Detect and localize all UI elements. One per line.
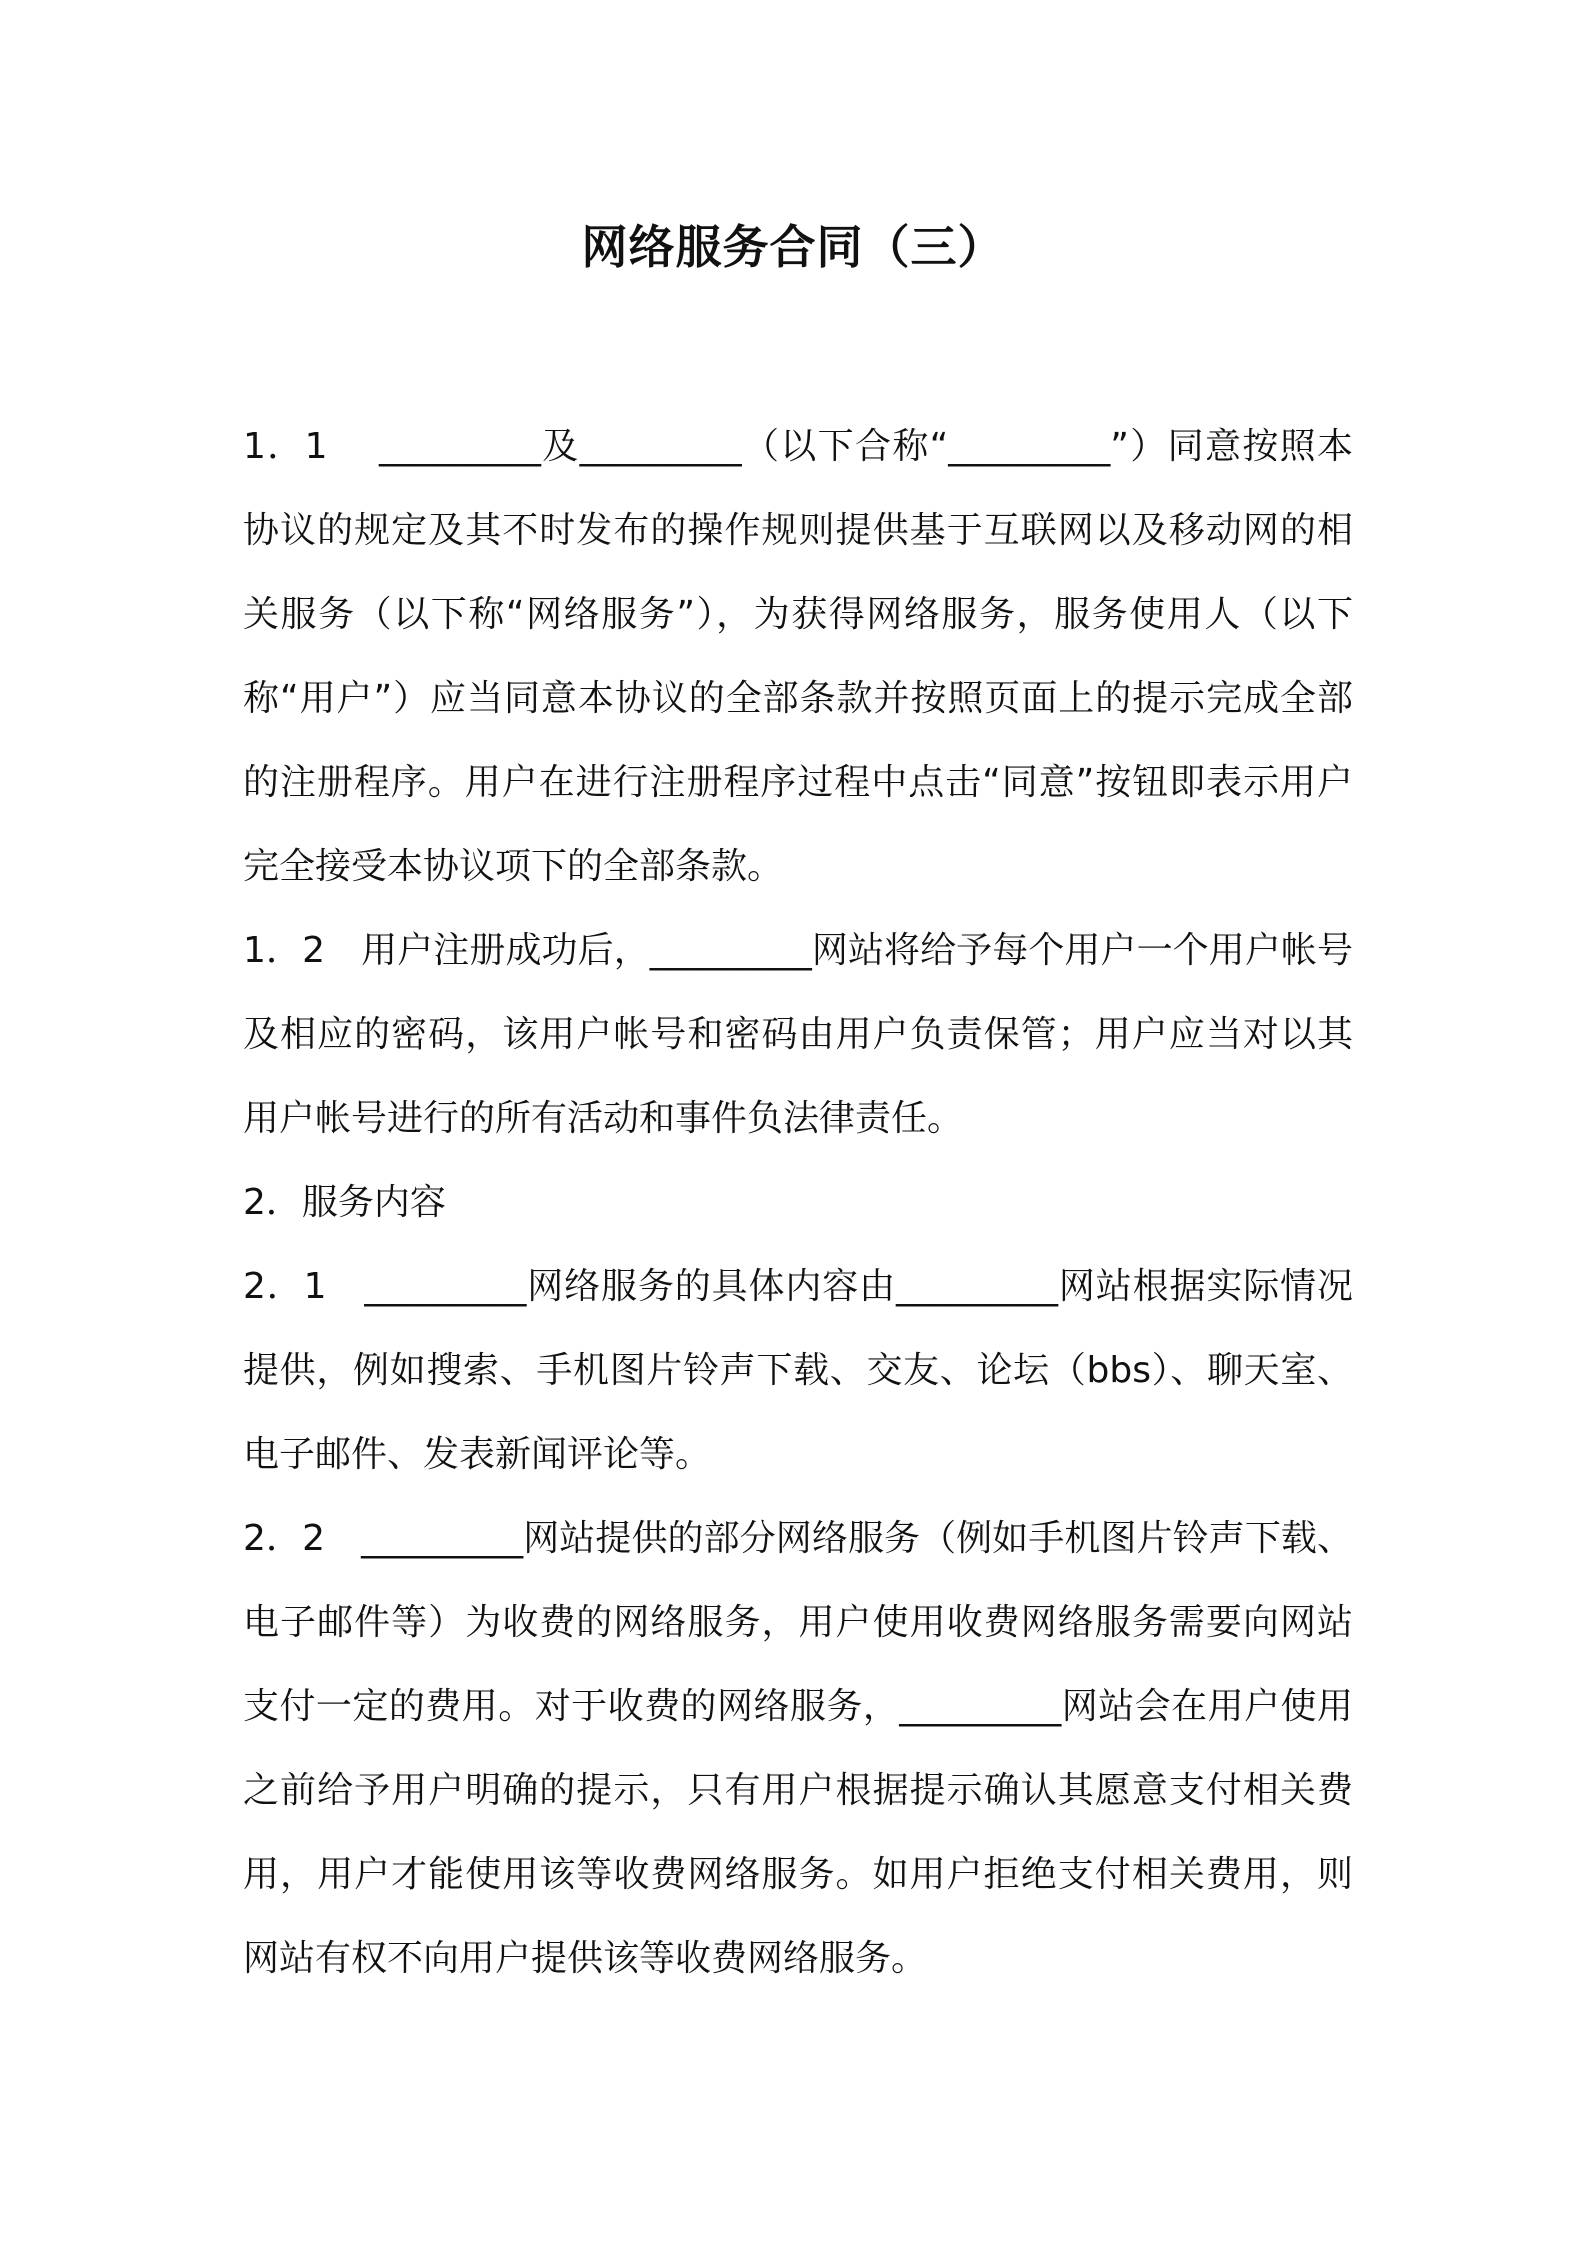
clause-1-1: 1．1 _________及_________（以下合称“_________”）同意按照本协议的规定及其不时发布的操作规则提供基于互联网以及移动网的相关服务（以下称“网络服务”），为获得网络服务，服务使用人（以下称“用户”）应当同意本协议的全部条款并按照页面上的提示完成全部的注册程序。用户在进行注册程序过程中点击“同意”按钮即表示用户完全接受本协议项下的全部条款。 bbox=[243, 426, 1353, 887]
clause-2-1: 2．1 _________网络服务的具体内容由_________网站根据实际情况提供，例如搜索、手机图片铃声下载、交友、论坛（bbs）、聊天室、电子邮件、发表新闻评论等。 bbox=[243, 1266, 1353, 1475]
document-body bbox=[243, 405, 1353, 2001]
clause-1-2: 1．2 用户注册成功后，_________网站将给予每个用户一个用户帐号及相应的密码，该用户帐号和密码由用户负责保管；用户应当对以其用户帐号进行的所有活动和事件负法律责任。 bbox=[243, 930, 1353, 1139]
section-2-heading: 2．服务内容 bbox=[243, 1182, 446, 1223]
document-title: 网络服务合同（三） bbox=[581, 220, 1005, 274]
clause-2-2: 2．2 _________网站提供的部分网络服务（例如手机图片铃声下载、电子邮件等）为收费的网络服务，用户使用收费网络服务需要向网站支付一定的费用。对于收费的网络服务，_________网站会在用户使用之前给予用户明确的提示，只有用户根据提示确认其愿意支付相关费用，用户才能使用该等收费网络服务。如用户拒绝支付相关费用，则网站有权不向用户提供该等收费网络服务。 bbox=[243, 1518, 1353, 1979]
